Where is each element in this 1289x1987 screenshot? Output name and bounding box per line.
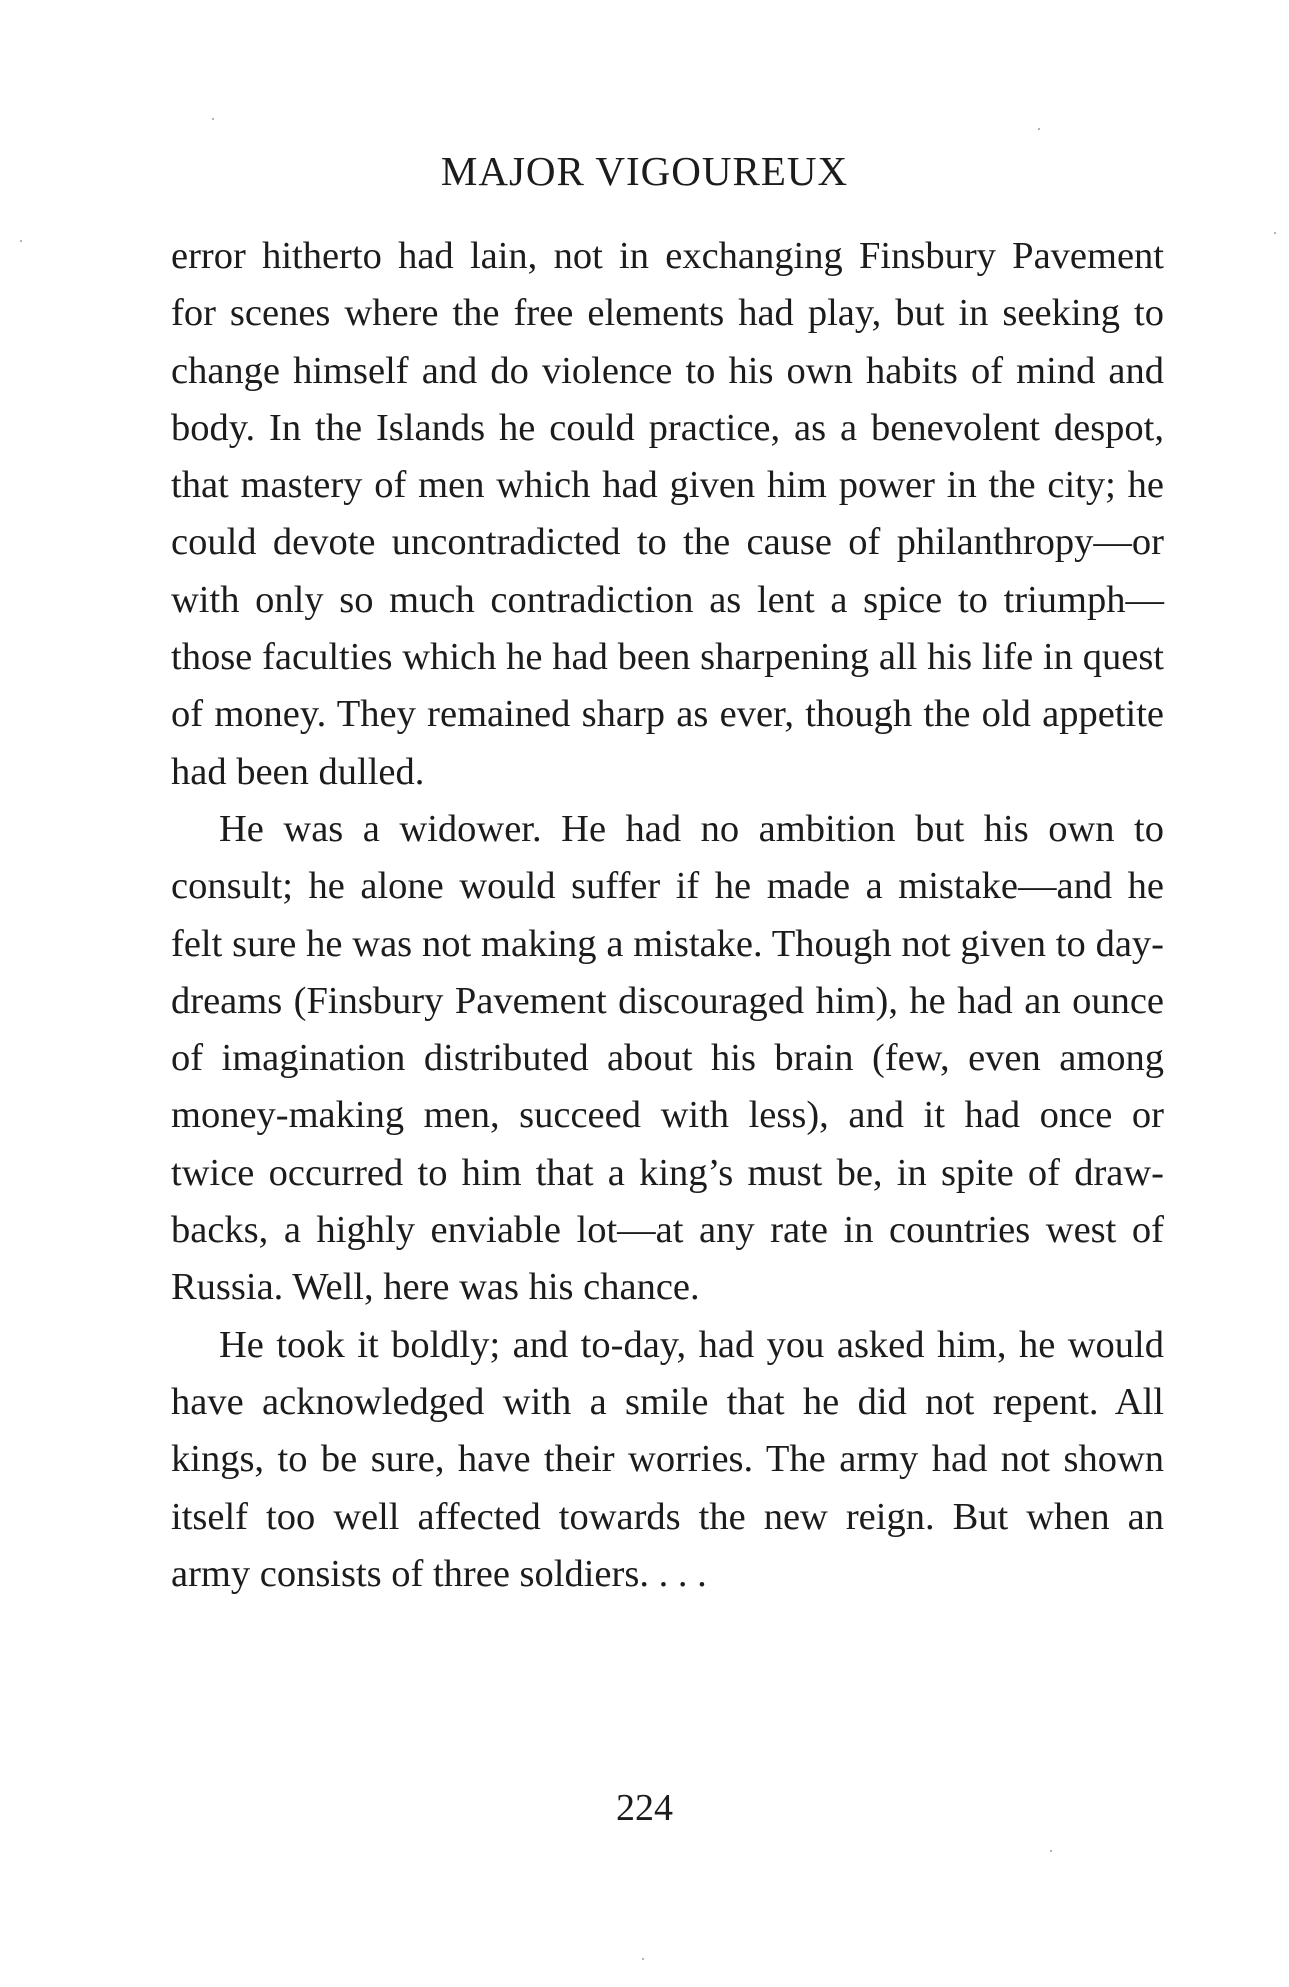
running-head: MAJOR VIGOUREUX bbox=[440, 148, 849, 194]
paper-speck bbox=[20, 240, 22, 242]
page-number: 224 bbox=[616, 1787, 673, 1829]
body-text bbox=[171, 228, 1164, 1603]
paragraph-continuation: error hitherto had lain, not in exchanging Finsbury Pavement for scenes where the free elements had play, but in seeking to change himself and do violence to his own habits of mind and body. In the Islands he could practice, as a benevolent despot, that mastery of men which had given him power in the city; he could devote uncontradicted to the cause of philanthropy—or with only so much contradiction as lent a spice to triumph—those faculties which he had been sharpening all his life in quest of money. They remained sharp as ever, though the old appetite had been dulled. bbox=[171, 235, 1164, 793]
paper-speck bbox=[212, 118, 214, 120]
paper-speck bbox=[1274, 232, 1276, 234]
paragraph-took-it-boldly: He took it boldly; and to-day, had you asked him, he would have acknowledged with a smile that he did not repent. All kings, to be sure, have their worries. The army had not shown itself too well affected towards the new reign. But when an army consists of three soldiers. . . . bbox=[171, 1323, 1164, 1595]
paper-speck bbox=[642, 1958, 644, 1960]
paragraph-widower: He was a widower. He had no ambition but his own to consult; he alone would suffer if he made a mistake—and he felt sure he was not making a mistake. Though not given to day-dreams (Finsbury Pavement discouraged him), he had an ounce of imagination distributed about his brain (few, even among money-making men, succeed with less), and it had once or twice occurred to him that a king’s must be, in spite of drawbacks, a highly enviable lot—at any rate in countries west of Russia. Well, here was his chance. bbox=[171, 807, 1164, 1309]
paper-speck bbox=[1038, 128, 1040, 130]
paper-speck bbox=[1050, 1850, 1052, 1852]
